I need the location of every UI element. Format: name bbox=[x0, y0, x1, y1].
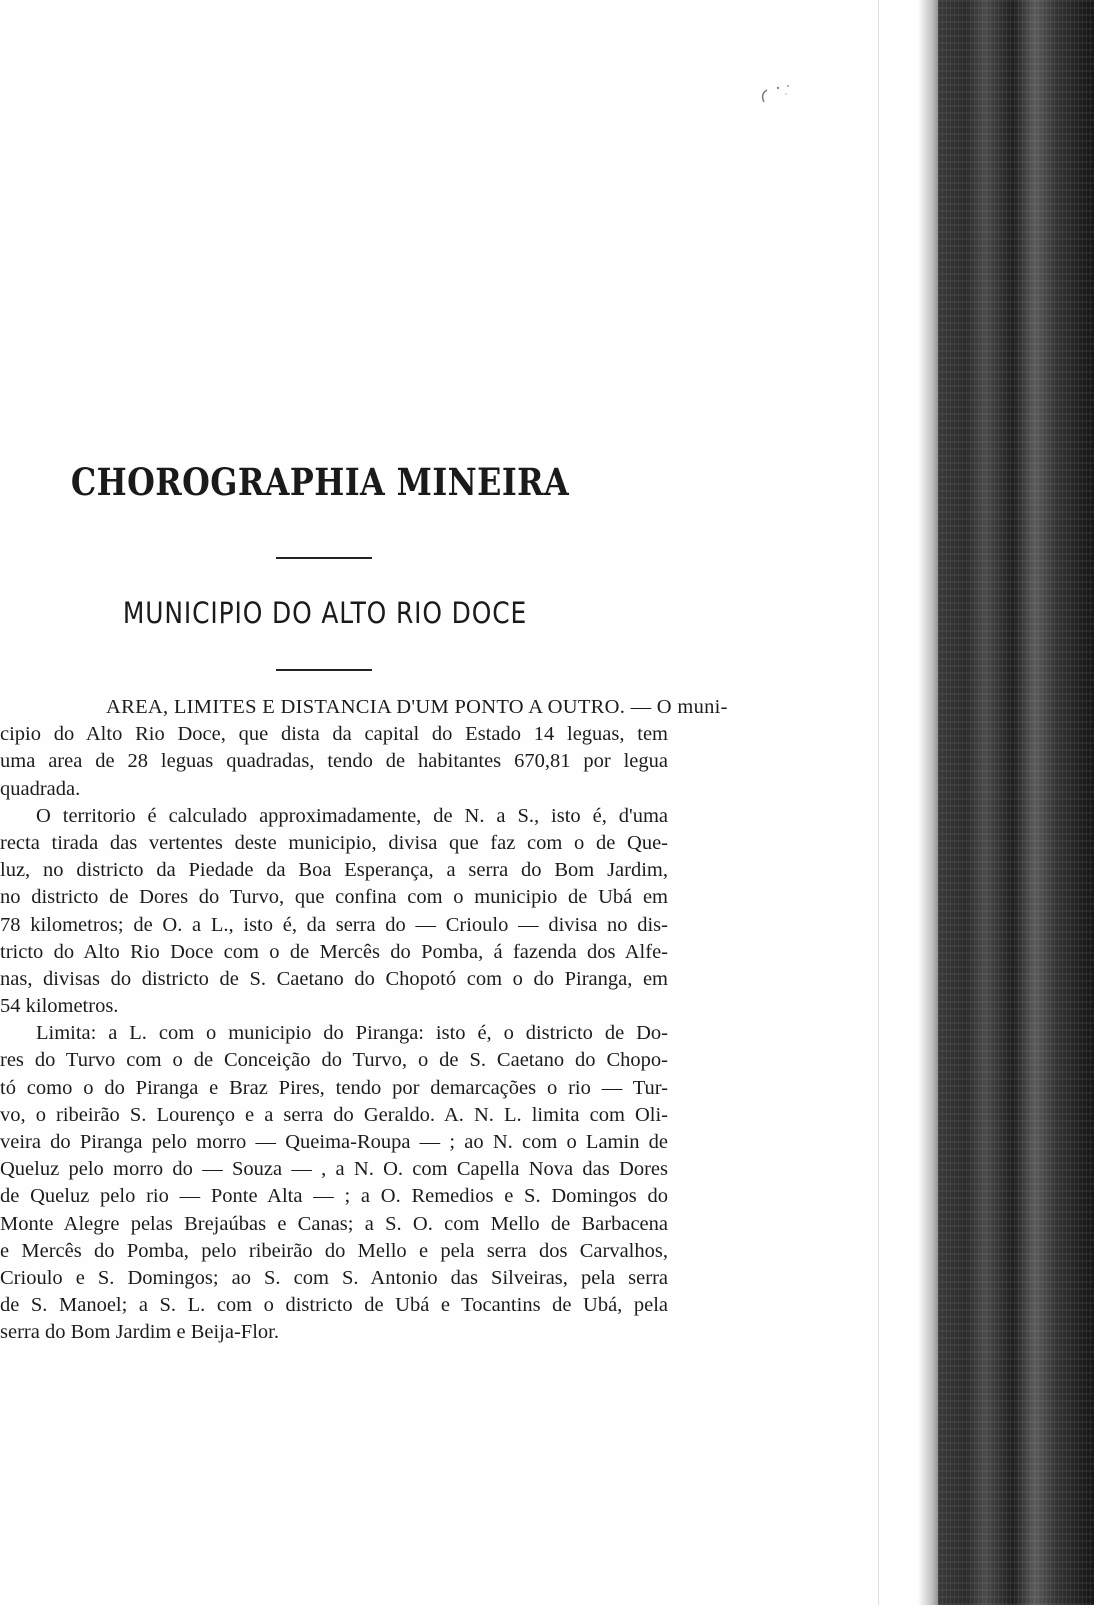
text-line: 78 kilometros; de O. a L., isto é, da serra do — Crioulo — divisa no dis- bbox=[0, 913, 668, 936]
text-line: recta tirada das vertentes deste municipio, divisa que faz com o de Que- bbox=[0, 831, 668, 854]
text-line: nas, divisas do districto de S. Caetano do Chopotó com o do Piranga, em bbox=[0, 967, 668, 990]
text-line: tricto do Alto Rio Doce com o de Mercês do Pomba, á fazenda dos Alfe- bbox=[0, 940, 668, 963]
text-line: tó como o do Piranga e Braz Pires, tendo por demarcações o rio — Tur- bbox=[0, 1076, 668, 1099]
text-line: O territorio é calculado approximadamente, de N. a S., isto é, d'uma bbox=[36, 804, 668, 827]
text-line: Queluz pelo morro do — Souza — , a N. O. com Capella Nova das Dores bbox=[0, 1158, 668, 1181]
text-line: de Queluz pelo rio — Ponte Alta — ; a O. Remedios e S. Domingos do bbox=[0, 1185, 668, 1208]
text-line: AREA, LIMITES E DISTANCIA D'UM PONTO A OUTRO. — O muni- bbox=[106, 696, 728, 718]
page-subtitle: MUNICIPIO DO ALTO RIO DOCE bbox=[122, 596, 528, 630]
text-line: Limita: a L. com o municipio do Piranga: isto é, o districto de Do- bbox=[36, 1022, 668, 1045]
text-line: veira do Piranga pelo morro — Queima-Roupa — ; ao N. com o Lamin de bbox=[0, 1131, 668, 1153]
text-line: Crioulo e S. Domingos; ao S. com S. Antonio das Silveiras, pela serra bbox=[0, 1266, 668, 1289]
text-line: e Mercês do Pomba, pelo ribeirão do Mello e pela serra dos Carvalhos, bbox=[0, 1239, 668, 1262]
text-line: de S. Manoel; a S. L. com o districto de Ubá e Tocantins de Ubá, pela bbox=[0, 1294, 668, 1317]
book-spine bbox=[938, 0, 1094, 1605]
title-divider bbox=[276, 557, 372, 559]
ink-speck-mark bbox=[758, 82, 798, 108]
text-line: uma area de 28 leguas quadradas, tendo de habitantes 670,81 por legua bbox=[0, 750, 668, 773]
text-line: Monte Alegre pelas Brejaúbas e Canas; a S. O. com Mello de Barbacena bbox=[0, 1212, 668, 1235]
text-line: vo, o ribeirão S. Lourenço e a serra do Geraldo. A. N. L. limita com Oli- bbox=[0, 1103, 668, 1126]
text-line: no districto de Dores do Turvo, que confina com o municipio de Ubá em bbox=[0, 886, 668, 909]
subtitle-divider bbox=[276, 669, 372, 671]
text-line: res do Turvo com o de Conceição do Turvo, o de S. Caetano do Chopo- bbox=[0, 1049, 668, 1072]
page-title: CHOROGRAPHIA MINEIRA bbox=[70, 460, 570, 504]
text-line: cipio do Alto Rio Doce, que dista da capital do Estado 14 leguas, tem bbox=[0, 723, 668, 746]
text-line: serra do Bom Jardim e Beija-Flor. bbox=[0, 1321, 279, 1344]
text-line: quadrada. bbox=[0, 777, 81, 800]
body-text bbox=[0, 694, 728, 1347]
page-gutter-line bbox=[878, 0, 879, 1605]
text-line: luz, no districto da Piedade da Boa Esperança, a serra do Bom Jardim, bbox=[0, 859, 668, 882]
text-line: 54 kilometros. bbox=[0, 995, 119, 1018]
